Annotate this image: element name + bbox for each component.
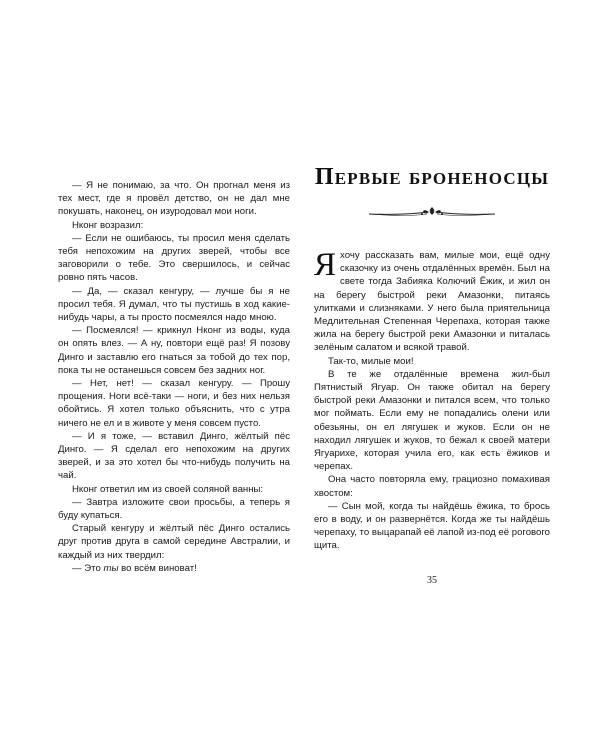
right-page	[314, 160, 550, 586]
ornament-flourish-icon	[367, 204, 497, 220]
first-paragraph	[314, 249, 550, 355]
drop-cap: Я	[314, 247, 337, 283]
left-paragraph: — Посмеялся! — крикнул Нконг из воды, куда он опять влез. — А ну, повтори ещё раз! Я позову Динго и заставлю его гнаться за тобой до тех пор, пока ты не останешься совсем без задних ног.	[58, 325, 290, 376]
last-line-after: во всём виноват!	[118, 562, 197, 574]
left-paragraph: — Да, — сказал кенгуру, — лучше бы я не просил тебя. Я думал, что ты пустишь в ход какие-нибудь чары, а ты просто посмеялся надо мною.	[58, 285, 290, 324]
left-paragraph: — Если не ошибаюсь, ты просил меня сделать тебя непохожим на других зверей, чтобы все заговорили о тебе. Это свершилось, и сейчас ровно пять часов.	[58, 232, 290, 284]
left-paragraph: Нконг возразил:	[72, 219, 144, 231]
left-paragraph: Старый кенгуру и жёлтый пёс Динго остались друг против друга в самой середине Австралии, и каждый из них твердил:	[58, 523, 290, 561]
left-paragraph: Нконг ответил им из своей соляной ванны:	[72, 483, 264, 495]
left-paragraph: — Я не понимаю, за что. Он прогнал меня из тех мест, где я провёл детство, он не дал мне покушать, наконец, он изуродовал мои ноги.	[58, 180, 290, 218]
left-page	[58, 179, 290, 575]
last-line-before: — Это	[72, 562, 104, 574]
left-last-paragraph	[58, 562, 290, 575]
left-paragraph: — И я тоже, — вставил Динго, жёлтый пёс Динго. — Я сделал его непохожим на других зверей, и за это хотел бы что-нибудь получить на чай.	[58, 430, 290, 482]
first-paragraph-text: хочу рассказать вам, милые мои, ещё одну сказочку из очень отдалённых времён. Был на свете тогда Забияка Колючий Ёжик, и жил он на берегу быстрой реки Амазонки, питаясь улитками и слизняками. У него была приятельница Медлительная Степенная Черепаха, которая также жила на берегу быстрой реки Амазонки и питалась зелёным салатом и всякой травой.	[314, 250, 550, 354]
left-paragraph: — Завтра изложите свои просьбы, а теперь я буду купаться.	[58, 496, 290, 522]
left-paragraph: — Нет, нет! — сказал кенгуру. — Прошу прощения. Ноги всё-таки — ноги, и без них нельзя обойтись. Я хотел только объяснить, что с утра ничего не ел и в животе у меня совсем пусто.	[58, 378, 290, 429]
chapter-title: Первые броненосцы	[314, 164, 550, 190]
italic-word: ты	[103, 562, 119, 574]
page-number: 35	[427, 574, 437, 586]
right-paragraph: Она часто повторяла ему, грациозно помахивая хвостом:	[314, 474, 550, 499]
right-paragraph: Так-то, милые мои!	[328, 355, 414, 367]
right-paragraph: — Сын мой, когда ты найдёшь ёжика, то брось его в воду, и он развернётся. Когда же ты найдёшь черепаху, то выцарапай её лапой из-под её рогового щита.	[314, 500, 550, 552]
right-paragraph: В те же отдалённые времена жил-был Пятнистый Ягуар. Он также обитал на берегу быстрой реки Амазонки и питался всем, что только мог поймать. Если ему не попадались олени или обезьяны, он ел лягушек и жуков. Если он не находил лягушек и жуков, то бежал к своей матери Ягуарихе, которая учила его, как есть ёжиков и черепах.	[314, 368, 550, 473]
chapter-body	[314, 249, 550, 553]
